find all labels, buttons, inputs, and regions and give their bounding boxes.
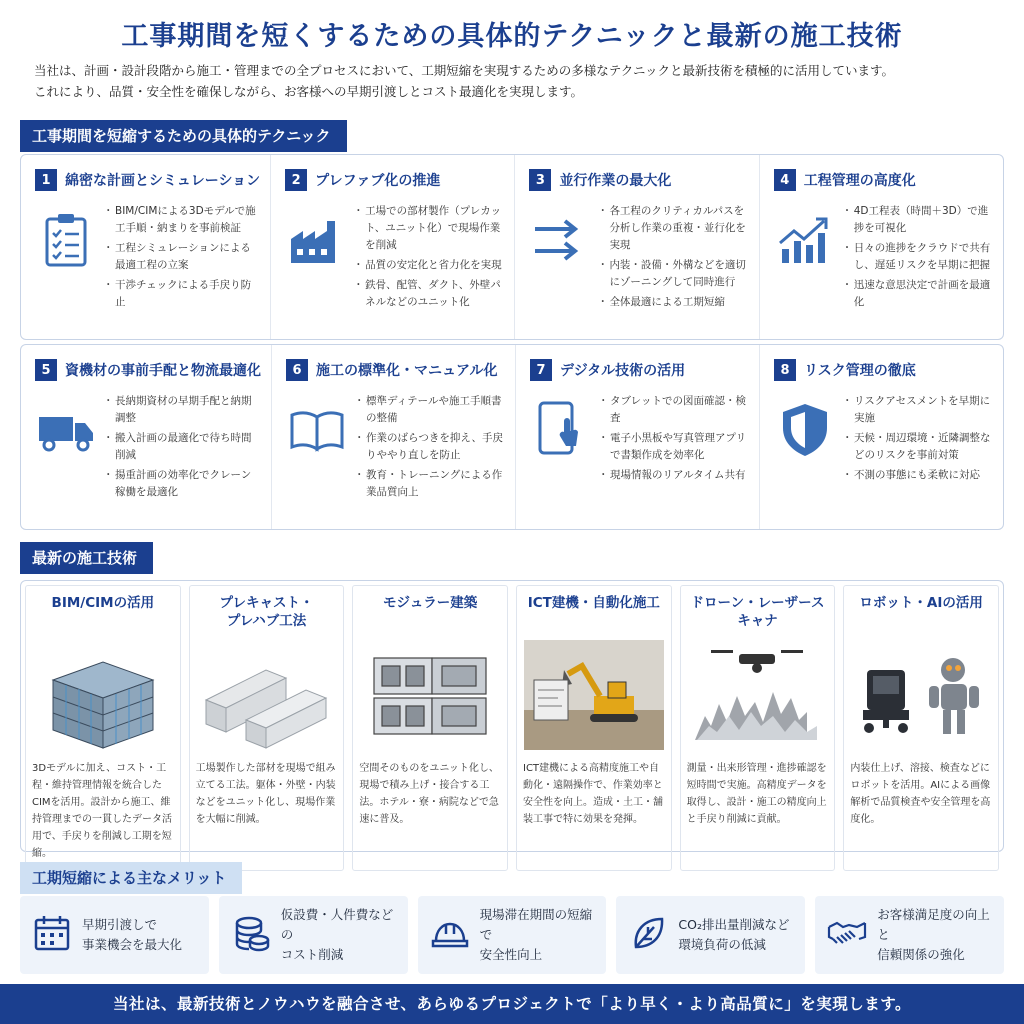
technique-bullet: ・ 搬入計画の最適化で待ち時間削減 xyxy=(107,430,261,464)
latest-tech-card xyxy=(516,585,672,871)
technique-card xyxy=(759,155,1003,339)
technique-bullet: ・ 標準ディテールや施工手順書の整備 xyxy=(358,393,505,427)
section-techniques-heading: 工事期間を短縮するための具体的テクニック xyxy=(20,120,347,152)
technique-bullet: ・ 教育・トレーニングによる作業品質向上 xyxy=(358,467,505,501)
technique-card xyxy=(270,155,514,339)
handshake-icon xyxy=(827,913,867,957)
merit-card xyxy=(616,896,805,974)
technique-bullets xyxy=(358,393,505,504)
merit-card xyxy=(815,896,1004,974)
technique-number: 1 xyxy=(35,169,57,191)
technique-body xyxy=(529,203,748,314)
technique-title: 工程管理の高度化 xyxy=(803,173,916,189)
technique-title: 施工の標準化・マニュアル化 xyxy=(316,363,498,379)
leaf-icon xyxy=(628,913,668,957)
tablet-touch-icon xyxy=(530,399,592,461)
technique-body xyxy=(286,393,505,504)
technique-bullet: ・ 長納期資材の早期手配と納期調整 xyxy=(107,393,261,427)
technique-title: 綿密な計画とシミュレーション xyxy=(65,173,261,189)
latest-tech-description: 測量・出来形管理・進捗確認を短時間で実施。高精度データを取得し、設計・施工の精度向上と手戻り削減に貢献。 xyxy=(686,763,827,825)
techniques-grid-row2 xyxy=(21,345,1003,529)
latest-tech-description: 空間そのものをユニット化し、現場で積み上げ・接合する工法。ホテル・寮・病院などで急速に普及。 xyxy=(359,763,499,825)
technique-header xyxy=(774,169,993,191)
technique-bullet: ・ 現場情報のリアルタイム共有 xyxy=(602,467,749,484)
technique-card xyxy=(21,155,270,339)
technique-bullet: ・ 不測の事態にも柔軟に対応 xyxy=(846,467,993,484)
technique-body xyxy=(35,203,260,314)
technique-bullet: ・ リスクアセスメントを早期に実施 xyxy=(846,393,993,427)
technique-body xyxy=(774,393,993,487)
technique-card xyxy=(515,345,759,529)
latest-tech-title: モジュラー建築 xyxy=(383,595,478,611)
technique-title: リスク管理の徹底 xyxy=(804,363,916,379)
latest-tech-description: 内装仕上げ、溶接、検査などにロボットを活用。AIによる画像解析で品質検査や安全管理を高度化。 xyxy=(850,763,991,825)
technique-bullets xyxy=(846,203,993,314)
technique-body xyxy=(35,393,261,504)
ict-excavator-image xyxy=(523,640,665,750)
coins-icon xyxy=(231,913,271,957)
bim-building-model-image xyxy=(32,640,174,750)
technique-bullets xyxy=(846,393,993,487)
latest-tech-description: ICT建機による高精度施工や自動化・遠隔操作で、作業効率と安全性を向上。造成・土工・舗装工事で特に効果を発揮。 xyxy=(523,763,663,825)
technique-body xyxy=(774,203,993,314)
calendar-icon xyxy=(32,913,72,957)
technique-bullet: ・ タブレットでの図面確認・検査 xyxy=(602,393,749,427)
technique-bullets xyxy=(357,203,504,314)
techniques-grid-row1 xyxy=(21,155,1003,339)
factory-icon xyxy=(285,209,347,271)
technique-bullet: ・ 鉄骨、配管、ダクト、外壁パネルなどのユニット化 xyxy=(357,277,504,311)
merit-card xyxy=(418,896,607,974)
hard-hat-icon xyxy=(430,913,470,957)
intro-line-1: 当社は、計画・設計段階から施工・管理までの全プロセスにおいて、工期短縮を実現するための多様なテクニックと最新技術を積極的に活用しています。 xyxy=(34,63,895,78)
technique-body xyxy=(285,203,504,314)
technique-bullet: ・ 品質の安定化と省力化を実現 xyxy=(357,257,504,274)
latest-tech-card xyxy=(843,585,999,871)
precast-concrete-panels-image xyxy=(196,640,338,750)
merit-text: CO₂排出量削減など 環境負荷の低減 xyxy=(678,917,790,952)
technique-body xyxy=(530,393,749,487)
technique-bullets xyxy=(107,393,261,504)
latest-tech-title: プレキャスト・ プレハブ工法 xyxy=(219,595,314,629)
technique-header xyxy=(530,359,749,381)
technique-number: 6 xyxy=(286,359,308,381)
technique-number: 5 xyxy=(35,359,57,381)
technique-number: 2 xyxy=(285,169,307,191)
technique-bullet: ・ BIM/CIMによる3Dモデルで施工手順・納まりを事前検証 xyxy=(107,203,260,237)
technique-header xyxy=(35,169,260,191)
construction-robots-image xyxy=(850,640,992,750)
section-latest-heading: 最新の施工技術 xyxy=(20,542,153,574)
latest-tech-card xyxy=(25,585,181,871)
technique-title: デジタル技術の活用 xyxy=(560,363,686,379)
merit-text: 早期引渡しで 事業機会を最大化 xyxy=(82,917,183,952)
technique-bullet: ・ 揚重計画の効率化でクレーン稼働を最適化 xyxy=(107,467,261,501)
merit-text: 仮設費・人件費などの コスト削減 xyxy=(280,907,394,962)
technique-bullet: ・ 4D工程表（時間＋3D）で進捗を可視化 xyxy=(846,203,993,237)
technique-bullet: ・ 電子小黒板や写真管理アプリで書類作成を効率化 xyxy=(602,430,749,464)
technique-number: 8 xyxy=(774,359,796,381)
technique-bullet: ・ 各工程のクリティカルパスを分析し作業の重複・並行化を実現 xyxy=(601,203,748,254)
technique-title: プレファブ化の推進 xyxy=(315,173,441,189)
technique-header xyxy=(35,359,261,381)
drone-point-cloud-image xyxy=(687,640,829,750)
technique-bullet: ・ 迅速な意思決定で計画を最適化 xyxy=(846,277,993,311)
footer-banner: 当社は、最新技術とノウハウを融合させ、あらゆるプロジェクトで「より早く・より高品質に」を実現します。 xyxy=(0,984,1024,1024)
merits-row xyxy=(20,896,1004,974)
technique-header xyxy=(285,169,504,191)
parallel-arrows-icon xyxy=(529,209,591,271)
technique-header xyxy=(529,169,748,191)
latest-tech-title: ICT建機・自動化施工 xyxy=(527,595,660,611)
technique-title: 並行作業の最大化 xyxy=(559,173,672,189)
technique-bullet: ・ 工場での部材製作（プレカット、ユニット化）で現場作業を削減 xyxy=(357,203,504,254)
merit-text: 現場滞在期間の短縮で 安全性向上 xyxy=(479,907,593,962)
latest-tech-description: 3Dモデルに加え、コスト・工程・維持管理情報を統合したCIMを活用。設計から施工、維持管理までの一貫したデータ活用で、手戻りを削減し工期を短縮。 xyxy=(32,763,172,859)
latest-tech-title: ロボット・AIの活用 xyxy=(859,595,983,611)
technique-bullet: ・ 工程シミュレーションによる最適工程の立案 xyxy=(107,240,260,274)
merit-card xyxy=(219,896,408,974)
technique-bullet: ・ 干渉チェックによる手戻り防止 xyxy=(107,277,260,311)
shield-icon xyxy=(774,399,836,461)
latest-tech-description: 工場製作した部材を現場で組み立てる工法。躯体・外壁・内装などをユニット化し、現場作業を大幅に削減。 xyxy=(195,763,336,825)
technique-bullet: ・ 日々の進捗をクラウドで共有し、遅延リスクを早期に把握 xyxy=(846,240,993,274)
technique-number: 7 xyxy=(530,359,552,381)
latest-tech-card xyxy=(680,585,836,871)
technique-bullets xyxy=(601,203,748,314)
modular-units-image xyxy=(359,640,501,750)
technique-header xyxy=(286,359,505,381)
truck-icon xyxy=(35,399,97,461)
clipboard-checklist-icon xyxy=(35,209,97,271)
latest-tech-title: BIM/CIMの活用 xyxy=(51,595,155,611)
latest-tech-grid xyxy=(20,580,1004,859)
technique-bullets xyxy=(602,393,749,487)
growth-chart-icon xyxy=(774,209,836,271)
technique-number: 4 xyxy=(774,169,796,191)
technique-card xyxy=(21,345,271,529)
intro-text xyxy=(34,60,1004,102)
page-title: 工事期間を短くするための具体的テクニックと最新の施工技術 xyxy=(121,21,903,52)
merit-card xyxy=(20,896,209,974)
latest-tech-card xyxy=(189,585,345,871)
technique-card xyxy=(514,155,758,339)
technique-title: 資機材の事前手配と物流最適化 xyxy=(65,363,261,379)
technique-card xyxy=(271,345,515,529)
technique-bullet: ・ 作業のばらつきを抑え、手戻りややり直しを防止 xyxy=(358,430,505,464)
technique-number: 3 xyxy=(529,169,551,191)
techniques-panel-row2 xyxy=(20,344,1004,530)
technique-bullet: ・ 全体最適による工期短縮 xyxy=(601,294,748,311)
technique-bullet: ・ 天候・周辺環境・近隣調整などのリスクを事前対策 xyxy=(846,430,993,464)
technique-header xyxy=(774,359,993,381)
latest-tech-card xyxy=(352,585,508,871)
intro-line-2: これにより、品質・安全性を確保しながら、お客様への早期引渡しとコスト最適化を実現します。 xyxy=(34,84,584,99)
technique-bullets xyxy=(107,203,260,314)
technique-bullet: ・ 内装・設備・外構などを適切にゾーニングして同時進行 xyxy=(601,257,748,291)
merit-text: お客様満足度の向上と 信頼関係の強化 xyxy=(877,907,990,962)
open-book-icon xyxy=(286,399,348,461)
latest-tech-title: ドローン・レーザースキャナ xyxy=(690,595,825,629)
techniques-panel-row1 xyxy=(20,154,1004,340)
section-merits-heading: 工期短縮による主なメリット xyxy=(20,862,242,894)
technique-card xyxy=(759,345,1003,529)
